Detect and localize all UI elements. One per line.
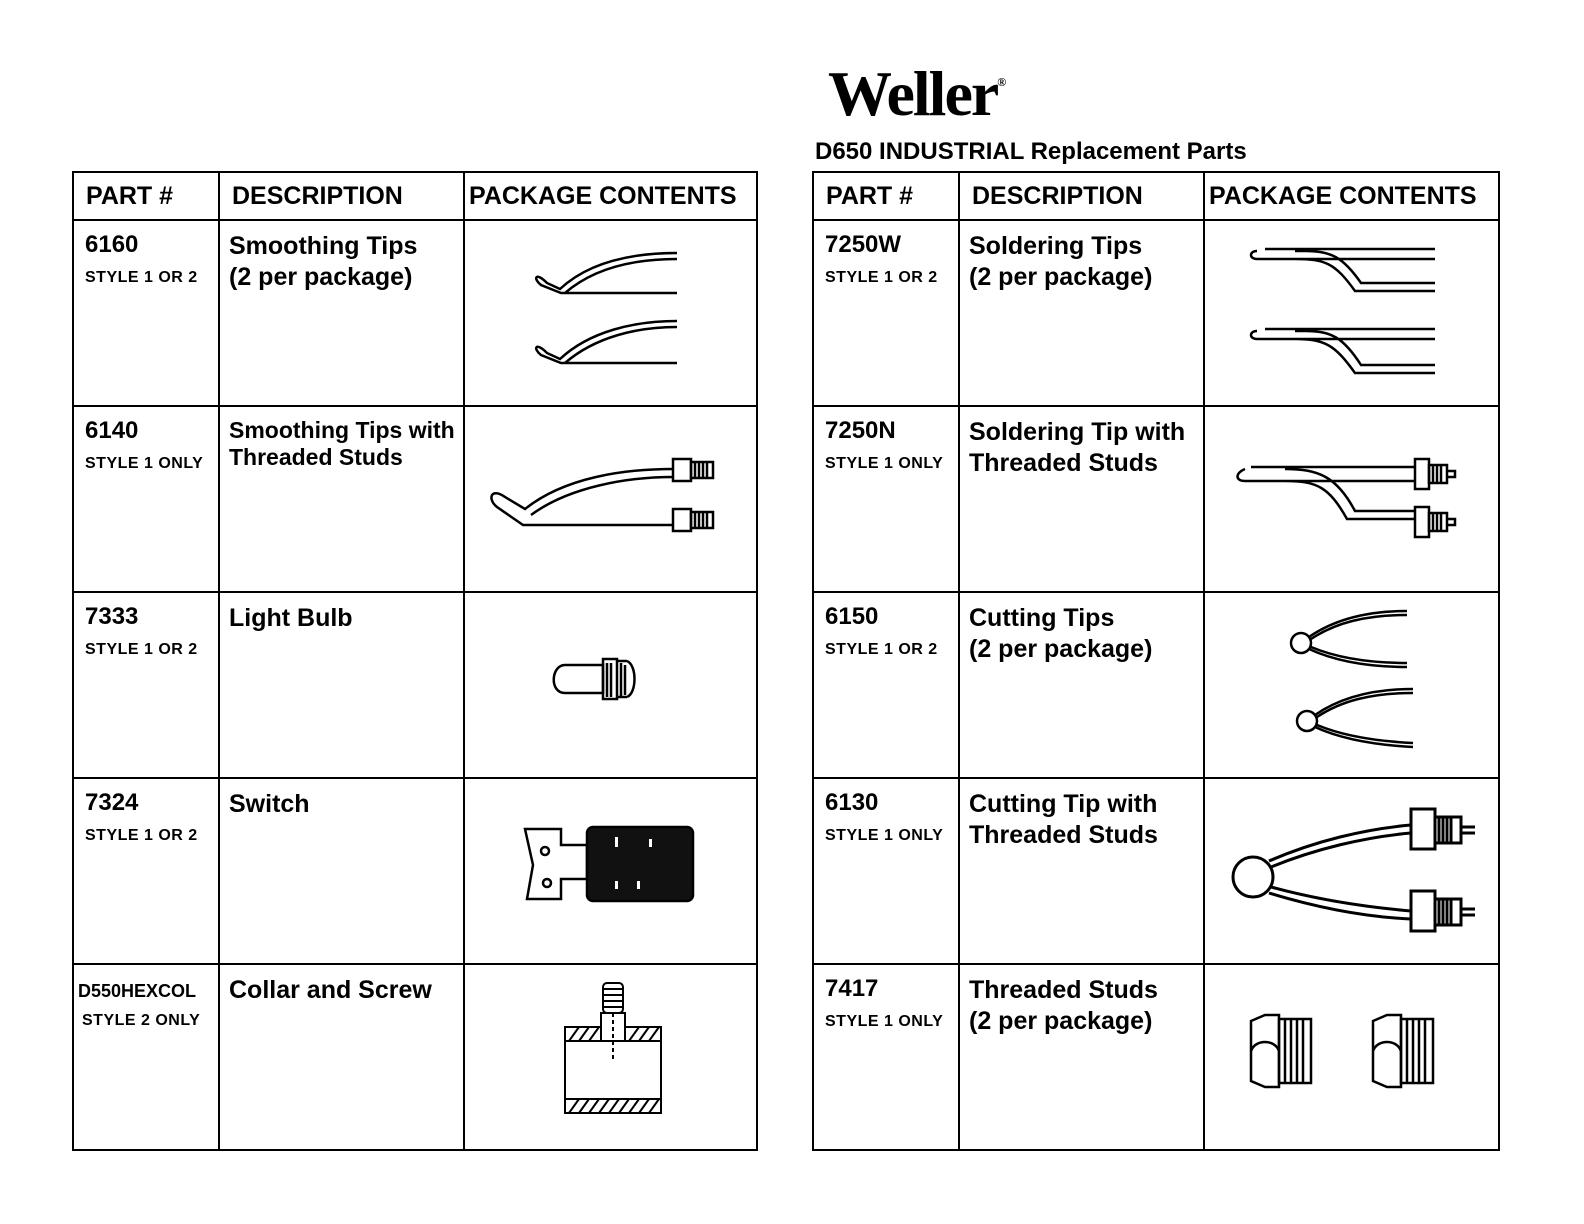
- table-row: [73, 778, 757, 964]
- part-description: Cutting Tip with Threaded Studs: [969, 790, 1158, 849]
- part-description: Threaded Studs (2 per package): [969, 976, 1158, 1035]
- part-style: STYLE 1 ONLY: [85, 455, 204, 472]
- cutting-tip-studs-icon: [1205, 779, 1498, 963]
- part-description: Switch: [229, 790, 310, 818]
- left-parts-table: [72, 171, 758, 1151]
- part-style: STYLE 2 ONLY: [82, 1012, 201, 1029]
- table-row: [73, 964, 757, 1150]
- part-number: 6130: [825, 789, 879, 816]
- table-row: [813, 220, 1499, 406]
- table-row: [813, 778, 1499, 964]
- part-description: Smoothing Tips with Threaded Studs: [229, 417, 455, 470]
- smoothing-tips-icon: [465, 221, 756, 405]
- header-part: PART #: [73, 172, 219, 220]
- part-description: Smoothing Tips (2 per package): [229, 232, 418, 291]
- part-number: 6140: [85, 417, 139, 444]
- part-style: STYLE 1 OR 2: [85, 641, 198, 658]
- right-parts-table: [812, 171, 1500, 1151]
- switch-icon: [465, 779, 756, 963]
- part-number: 6160: [85, 231, 139, 258]
- part-style: STYLE 1 ONLY: [825, 455, 944, 472]
- collar-screw-icon: [465, 965, 756, 1149]
- part-style: STYLE 1 OR 2: [85, 269, 198, 286]
- cutting-tips-icon: [1205, 593, 1498, 777]
- part-style: STYLE 1 ONLY: [825, 1013, 944, 1030]
- table-header: [73, 172, 757, 220]
- part-number: 7324: [85, 789, 139, 816]
- part-description: Soldering Tips (2 per package): [969, 232, 1153, 291]
- part-number: 7417: [825, 975, 879, 1002]
- table-row: [813, 964, 1499, 1150]
- light-bulb-icon: [465, 593, 756, 777]
- header-contents: PACKAGE CONTENTS: [1204, 172, 1499, 220]
- header-part: PART #: [813, 172, 959, 220]
- part-style: STYLE 1 OR 2: [85, 827, 198, 844]
- part-description: Collar and Screw: [229, 976, 432, 1004]
- header-description: DESCRIPTION: [219, 172, 464, 220]
- soldering-tip-studs-icon: [1205, 407, 1498, 591]
- smoothing-tips-studs-icon: [465, 407, 756, 591]
- table-row: [73, 220, 757, 406]
- part-number: 6150: [825, 603, 879, 630]
- header-contents: PACKAGE CONTENTS: [464, 172, 757, 220]
- table-header: [813, 172, 1499, 220]
- header-description: DESCRIPTION: [959, 172, 1204, 220]
- weller-logo: Weller®: [828, 58, 1005, 129]
- part-number: 7333: [85, 603, 139, 630]
- page-subtitle: D650 INDUSTRIAL Replacement Parts: [815, 138, 1247, 165]
- part-number: 7250W: [825, 231, 902, 258]
- table-row: [813, 592, 1499, 778]
- part-number: D550HEXCOL: [78, 981, 197, 1001]
- threaded-studs-icon: [1205, 965, 1498, 1149]
- soldering-tips-icon: [1205, 221, 1498, 405]
- part-style: STYLE 1 ONLY: [825, 827, 944, 844]
- table-row: [73, 592, 757, 778]
- part-description: Light Bulb: [229, 604, 353, 632]
- part-description: Soldering Tip with Threaded Studs: [969, 418, 1186, 477]
- table-row: [813, 406, 1499, 592]
- part-description: Cutting Tips (2 per package): [969, 604, 1153, 663]
- part-style: STYLE 1 OR 2: [825, 641, 938, 658]
- part-style: STYLE 1 OR 2: [825, 269, 938, 286]
- part-number: 7250N: [825, 417, 896, 444]
- table-row: [73, 406, 757, 592]
